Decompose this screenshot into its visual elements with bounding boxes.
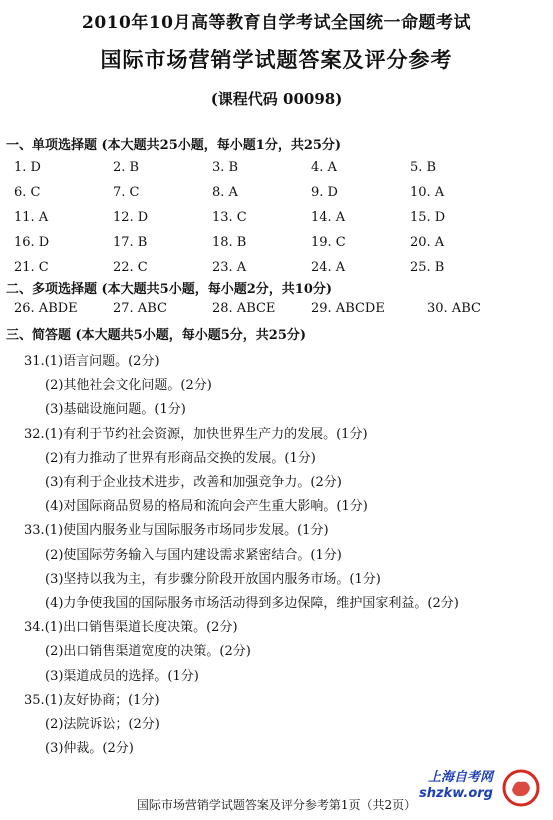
single-choice-answer: 11. A — [14, 210, 49, 225]
answer-point: (1)有利于节约社会资源，加快世界生产力的发展。(1分) — [44, 427, 368, 442]
answer-point: (2)法院诉讼；(2分) — [45, 717, 160, 732]
section-heading-multi-choice: 二、多项选择题 (本大题共5小题，每小题2分，共10分) — [6, 282, 333, 297]
short-answer-line — [45, 737, 134, 756]
multi-choice-answer: 26. ABDE — [14, 301, 78, 316]
short-answer-line — [45, 471, 342, 490]
short-answer-line — [45, 640, 251, 659]
single-choice-answer: 15. D — [410, 210, 446, 225]
multi-choice-answer: 28. ABCE — [212, 301, 276, 316]
section-heading-short-answer: 三、简答题 (本大题共5小题，每小题5分，共25分) — [6, 328, 307, 343]
answer-point: (3)基础设施问题。(1分) — [45, 402, 186, 417]
exam-title: 2010年10月高等教育自学考试全国统一命题考试 — [82, 13, 471, 33]
course-code: (课程代码 00098) — [210, 90, 343, 108]
short-answer-line — [24, 689, 160, 708]
watermark-site-name: 上海自考网 — [427, 770, 493, 785]
short-answer-line — [45, 374, 212, 393]
short-answer-line — [45, 665, 199, 684]
single-choice-answer: 13. C — [212, 210, 247, 225]
short-answer-line — [45, 713, 160, 732]
short-answer-line — [45, 544, 342, 563]
question-number: 34. — [24, 620, 45, 635]
single-choice-answer: 10. A — [410, 185, 445, 200]
short-answer-line — [45, 398, 186, 417]
single-choice-answer: 14. A — [311, 210, 346, 225]
single-choice-answer: 18. B — [212, 235, 247, 250]
answer-point: (2)出口销售渠道宽度的决策。(2分) — [45, 644, 251, 659]
answer-point: (1)使国内服务业与国际服务市场同步发展。(1分) — [44, 523, 329, 538]
question-number: 32. — [24, 427, 45, 442]
answer-point: (3)坚持以我为主，有步骤分阶段开放国内服务市场。(1分) — [45, 572, 381, 587]
single-choice-answer: 24. A — [311, 260, 346, 275]
single-choice-answer: 4. A — [311, 160, 337, 175]
single-choice-answer: 2. B — [113, 160, 140, 175]
question-number: 31. — [24, 354, 45, 369]
answer-point: (3)有利于企业技术进步，改善和加强竞争力。(2分) — [45, 475, 342, 490]
short-answer-line — [45, 592, 459, 611]
single-choice-answer: 17. B — [113, 235, 148, 250]
short-answer-line — [24, 616, 238, 635]
single-choice-answer: 19. C — [311, 235, 346, 250]
single-choice-answer: 23. A — [212, 260, 247, 275]
document-title: 国际市场营销学试题答案及评分参考 — [100, 47, 453, 72]
single-choice-answer: 25. B — [410, 260, 445, 275]
single-choice-answer: 20. A — [410, 235, 445, 250]
answer-point: (4)力争使我国的国际服务市场活动得到多边保障，维护国家利益。(2分) — [45, 596, 459, 611]
single-choice-answer: 6. C — [14, 185, 41, 200]
short-answer-line — [45, 447, 316, 466]
single-choice-answer: 9. D — [311, 185, 338, 200]
answer-point: (4)对国际商品贸易的格局和流向会产生重大影响。(1分) — [45, 499, 368, 514]
multi-choice-answer: 27. ABC — [113, 301, 167, 316]
answer-point: (1)语言问题。(2分) — [44, 354, 160, 369]
short-answer-line — [45, 495, 368, 514]
page-footer: 国际市场营销学试题答案及评分参考第1页（共2页） — [136, 798, 417, 812]
answer-point: (1)出口销售渠道长度决策。(2分) — [44, 620, 238, 635]
short-answer-line — [24, 423, 368, 442]
single-choice-answer: 12. D — [113, 210, 149, 225]
single-choice-answer: 21. C — [14, 260, 49, 275]
answer-point: (1)友好协商；(1分) — [44, 693, 160, 708]
question-number: 35. — [24, 693, 45, 708]
single-choice-answer: 5. B — [410, 160, 437, 175]
multi-choice-answer: 29. ABCDE — [311, 301, 385, 316]
single-choice-answer: 7. C — [113, 185, 140, 200]
answer-point: (2)有力推动了世界有形商品交换的发展。(1分) — [45, 451, 316, 466]
answer-point: (2)使国际劳务输入与国内建设需求紧密结合。(1分) — [45, 548, 342, 563]
single-choice-answer: 8. A — [212, 185, 238, 200]
section-heading-single-choice: 一、单项选择题 (本大题共25小题，每小题1分，共25分) — [6, 138, 342, 153]
short-answer-line — [24, 350, 160, 369]
single-choice-answer: 3. B — [212, 160, 239, 175]
single-choice-answer: 16. D — [14, 235, 50, 250]
question-number: 33. — [24, 523, 45, 538]
answer-point: (3)仲裁。(2分) — [45, 741, 134, 756]
multi-choice-answer: 30. ABC — [427, 301, 481, 316]
watermark-url: shzkw.org — [419, 786, 493, 801]
answer-point: (3)渠道成员的选择。(1分) — [45, 669, 199, 684]
short-answer-line — [24, 519, 329, 538]
short-answer-line — [45, 568, 381, 587]
answer-point: (2)其他社会文化问题。(2分) — [45, 378, 212, 393]
single-choice-answer: 1. D — [14, 160, 41, 175]
single-choice-answer: 22. C — [113, 260, 148, 275]
